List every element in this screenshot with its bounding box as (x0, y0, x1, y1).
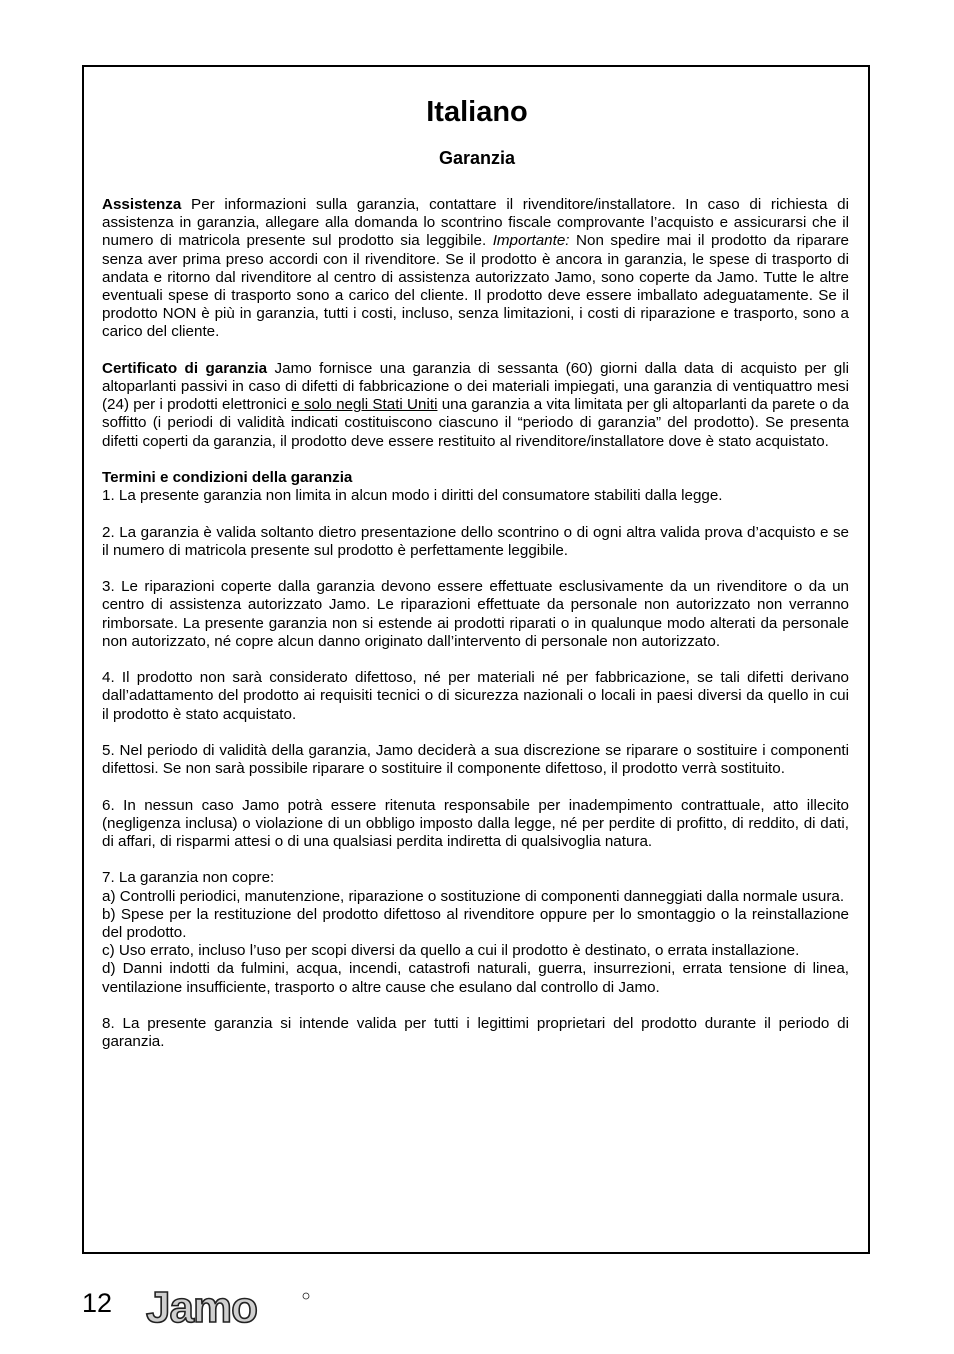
page-title: Italiano (426, 96, 528, 128)
termini-item-4: 4. Il prodotto non sarà considerato difettoso, né per materiali né per fabbricazione, se tali difetti derivano dall’adattamento del prodotto ai requisiti tecnici o di sicurezza nazionali o locali in paesi diversi da quello in cui il prodotto è stato acquistato. (102, 669, 849, 723)
logo-text: Jamo (146, 1288, 257, 1328)
termini-item-7d: d) Danni indotti da fulmini, acqua, incendi, catastrofi naturali, guerra, insurrezioni, errata tensione di linea, ventilazione insufficiente, trasporto o altre cause che esulano dal controllo di Jamo. (102, 960, 849, 996)
certificato-underlined: e solo negli Stati Uniti (291, 396, 438, 414)
certificato-text-1: Jamo fornisce una garanzia di sessanta (60) giorni dalla data di acquisto per gli altoparlanti passivi in caso di difetti di fabbricazione o dei materiali impiegati, una garanzia di ventiquattro mesi (24) per i prodotti elettronici (102, 359, 849, 414)
termini-item-3: 3. Le riparazioni coperte dalla garanzia devono essere effettuate esclusivamente da un rivenditore o da un centro di assistenza autorizzato Jamo. Le riparazioni effettuate da personale non autorizzato non verranno rimborsate. La presente garanzia non si estende ai prodotti riparati o in qualunque modo alterati da personale non autorizzato, né copre alcun danno originato dall’intervento di personale non autorizzato. (102, 578, 849, 650)
jamo-logo-icon (142, 1288, 312, 1328)
termini-item-7c: c) Uso errato, incluso l’uso per scopi diversi da quello a cui il prodotto è destinato, o errata installazione. (102, 942, 800, 960)
termini-item-6: 6. In nessun caso Jamo potrà essere ritenuta responsabile per inadempimento contrattuale, atto illecito (negligenza inclusa) o violazione di un obbligo imposto dalla legge, né per perdite di profitto, di reddito, di dati, di affari, di risparmi attesi o di una qualsiasi perdita indiretta di qualsivoglia natura. (102, 796, 849, 850)
termini-item-2: 2. La garanzia è valida soltanto dietro presentazione dello scontrino o di ogni altra valida prova d’acquisto e se il numero di matricola presente sul prodotto è perfettamente leggibile. (102, 523, 849, 559)
assistenza-paragraph (102, 196, 849, 342)
termini-item-7b: b) Spese per la restituzione del prodotto difettoso al rivenditore oppure per lo smontaggio o la reinstallazione del prodotto. (102, 905, 849, 941)
certificato-paragraph (102, 360, 849, 451)
termini-heading: Termini e condizioni della garanzia (102, 469, 353, 487)
assistenza-text-1: Per informazioni sulla garanzia, contattare il rivenditore/installatore. In caso di richiesta di assistenza in garanzia, allegare alla domanda lo scontrino fiscale comprovante l’acquisto e assicurarsi che il numero di matricola presente sul prodotto sia leggibile. (102, 196, 849, 250)
termini-item-8: 8. La presente garanzia si intende valida per tutti i legittimi proprietari del prodotto durante il periodo di garanzia. (102, 1015, 849, 1051)
important-label: Importante: (492, 232, 570, 250)
assistenza-text-2: Non spedire mai il prodotto da riparare senza aver prima preso accordi con il rivenditore. Se il prodotto è ancora in garanzia, le spese di trasporto di andata e ritorno dal rivenditore al centro di assistenza autorizzato Jamo, sono coperte da Jamo. Tutte le altre eventuali spese di trasporto sono a carico del cliente. Il prodotto deve essere imballato adeguatamente. Se il prodotto NON è più in garanzia, tutti i costi, incluso, senza limitazioni, i costi di riparazione e trasporto, sono a carico del cliente. (102, 232, 849, 341)
termini-item-7-intro: 7. La garanzia non copre: (102, 869, 275, 887)
registered-mark-icon (303, 1293, 309, 1299)
page-number: 12 (82, 1288, 113, 1318)
certificato-label: Certificato di garanzia (102, 359, 268, 377)
warranty-content (102, 196, 849, 1070)
termini-item-1: 1. La presente garanzia non limita in alcun modo i diritti del consumatore stabiliti dalla legge. (102, 487, 723, 505)
termini-item-7a: a) Controlli periodici, manutenzione, riparazione o sostituzione di componenti danneggiati dalla normale usura. (102, 887, 845, 905)
assistenza-label: Assistenza (102, 196, 182, 213)
termini-item-5: 5. Nel periodo di validità della garanzia, Jamo deciderà a sua discrezione se riparare o sostituire i componenti difettosi. Se non sarà possibile riparare o sostituire il componente difettoso, il prodotto verrà sostituito. (102, 742, 849, 778)
section-subtitle: Garanzia (438, 148, 516, 168)
certificato-text-2: una garanzia a vita limitata per gli altoparlanti da parete o da soffitto (i periodi di validità indicati costituiscono ciascuno il “periodo di garanzia” del prodotto). Se presenta difetti coperti da garanzia, il prodotto deve essere restituito al rivenditore/installatore dove è stato acquistato. (102, 396, 850, 450)
